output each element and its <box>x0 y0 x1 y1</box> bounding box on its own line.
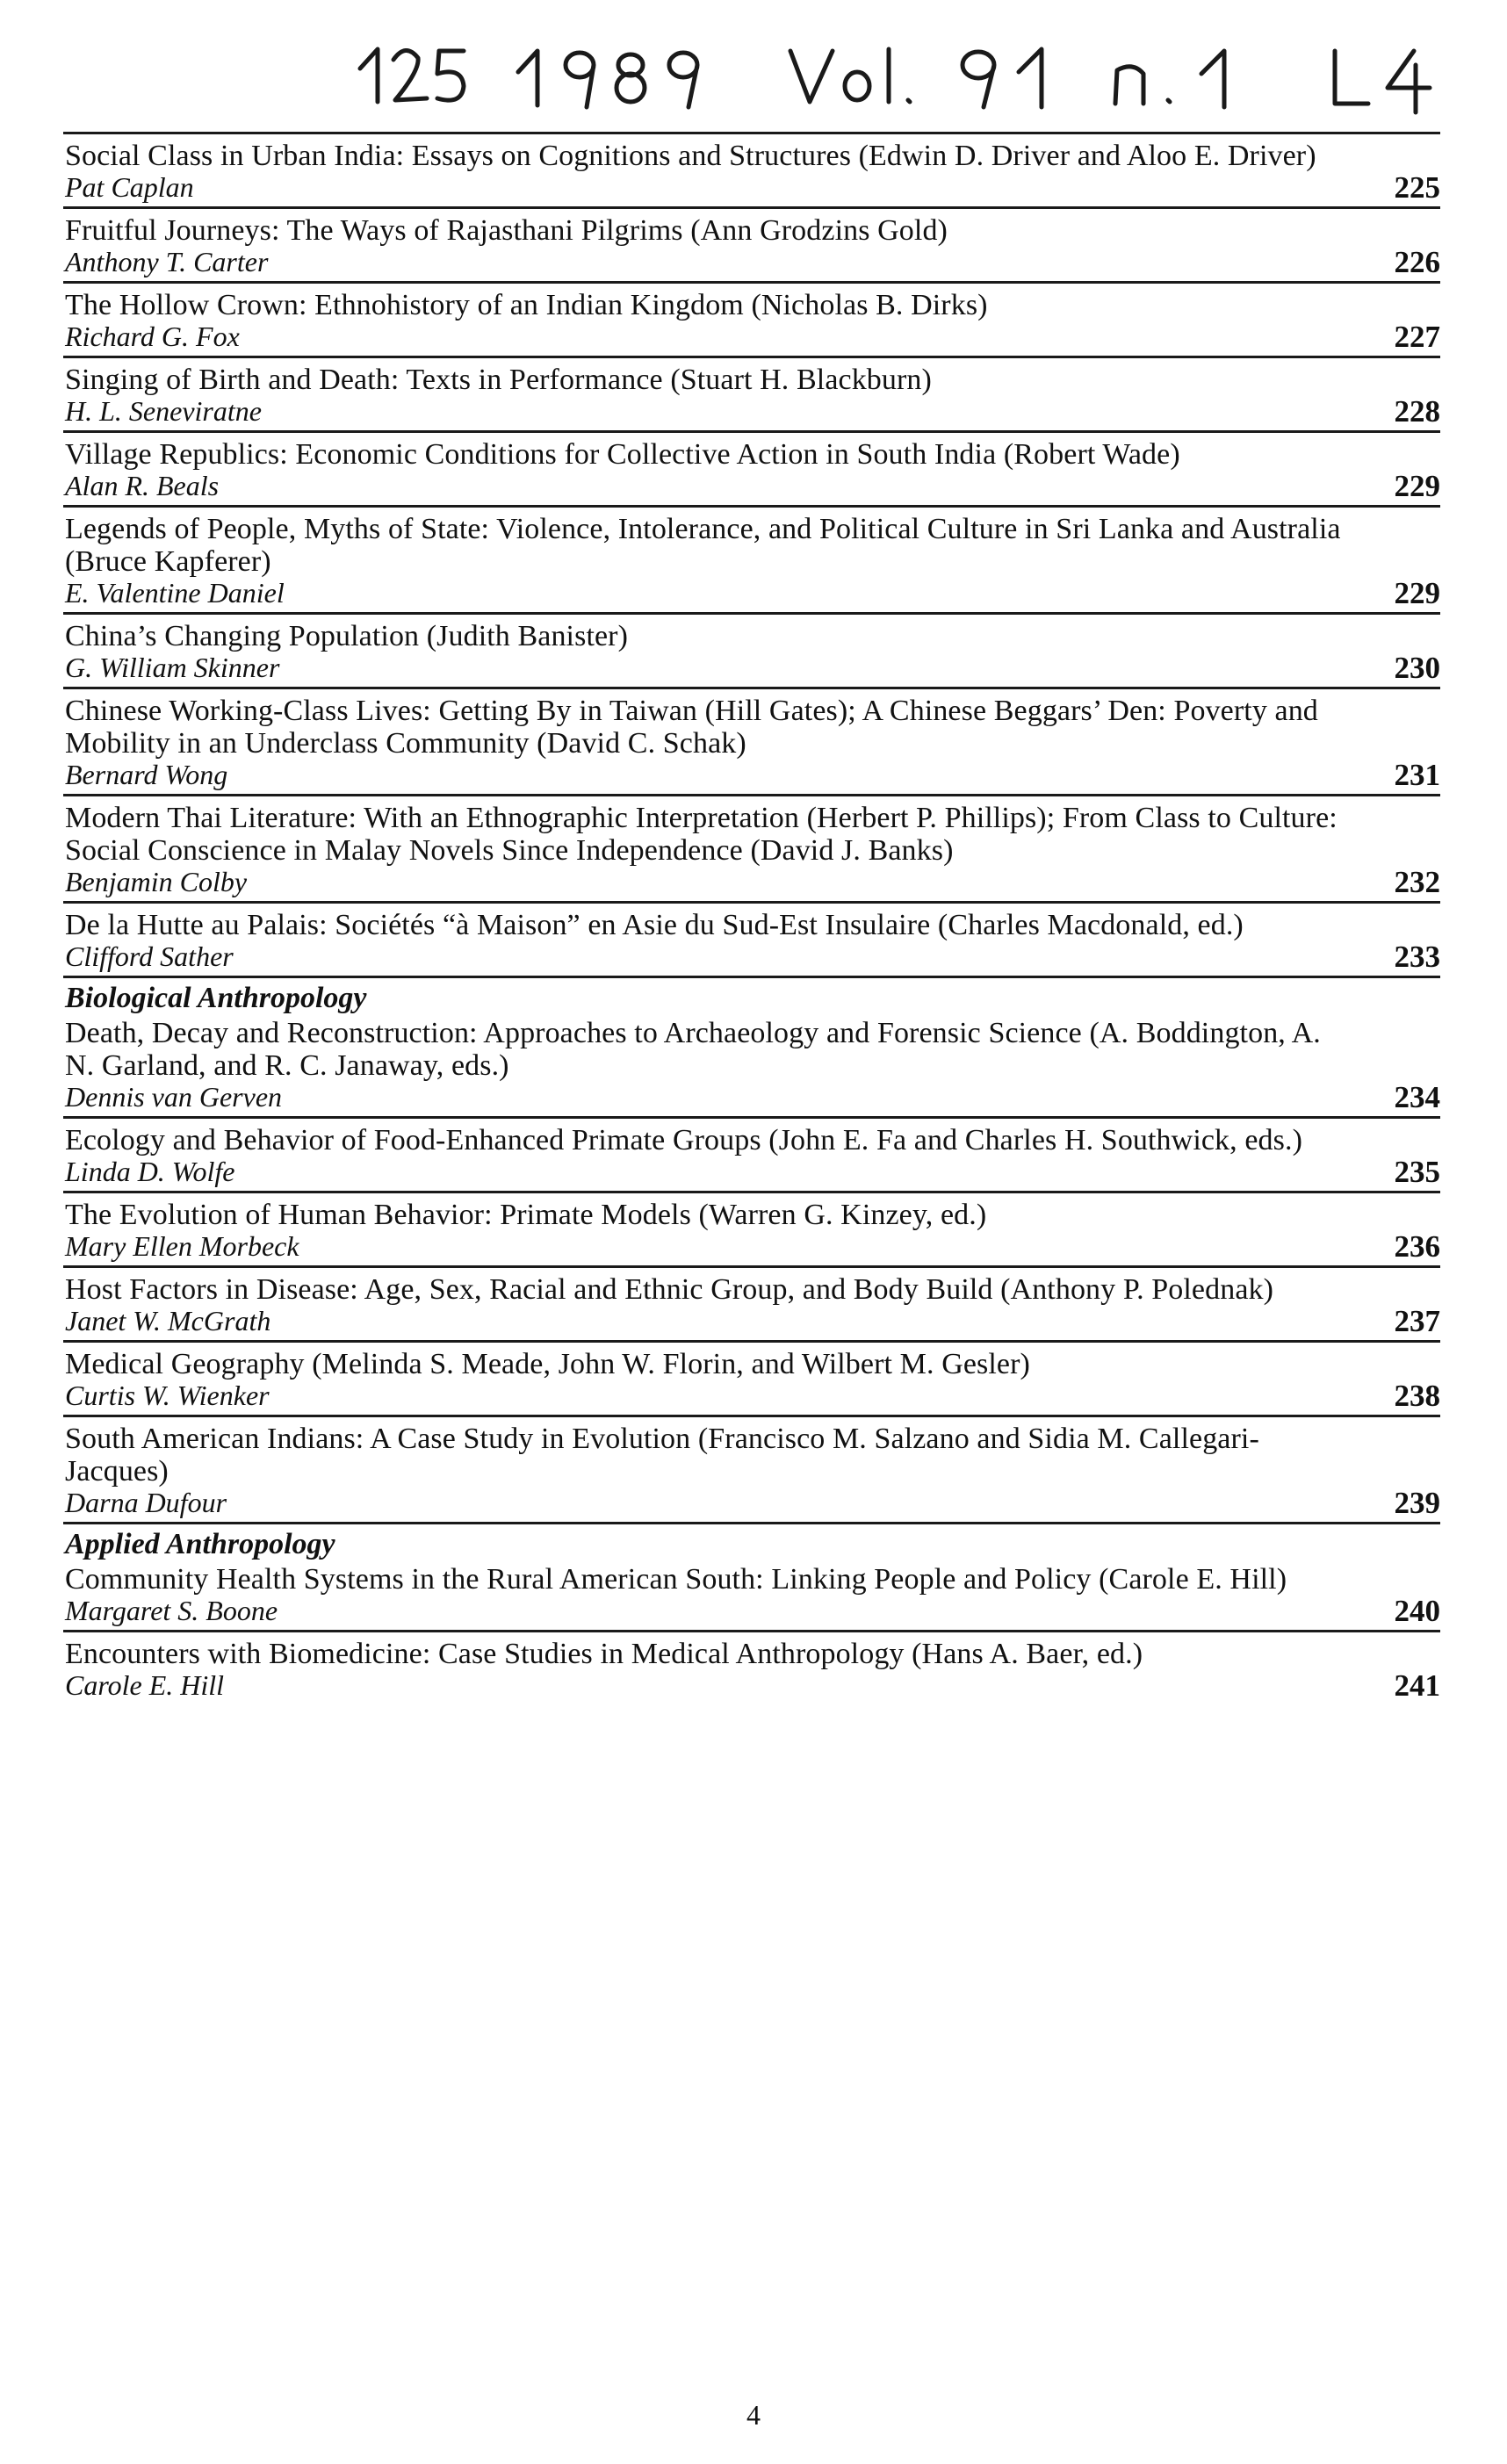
page-number: 226 <box>1394 245 1440 279</box>
book-title: Host Factors in Disease: Age, Sex, Racial and Ethnic Group, and Body Build (Anthony P. Polednak) <box>65 1273 1274 1306</box>
page-number: 229 <box>1394 576 1440 610</box>
table-of-contents <box>63 134 1440 1704</box>
page-number: 234 <box>1394 1080 1440 1114</box>
toc-entry <box>63 433 1440 508</box>
page-number: 241 <box>1394 1668 1440 1703</box>
book-title: Modern Thai Literature: With an Ethnographic Interpretation (Herbert P. Phillips); From Class to Culture: Social Conscience in Malay Novels Since Independence (David J. Banks) <box>65 802 1338 867</box>
book-title: The Hollow Crown: Ethnohistory of an Indian Kingdom (Nicholas B. Dirks) <box>65 289 988 321</box>
book-title: Community Health Systems in the Rural American South: Linking People and Policy (Carole E. Hill) <box>65 1563 1287 1596</box>
toc-entry <box>63 209 1440 284</box>
page-number: 228 <box>1394 394 1440 429</box>
page-number: 235 <box>1394 1155 1440 1189</box>
page-number: 231 <box>1394 758 1440 792</box>
reviewer-name: Margaret S. Boone <box>65 1595 278 1626</box>
page-number: 232 <box>1394 865 1440 899</box>
toc-entry <box>63 796 1440 904</box>
toc-entry <box>63 978 1440 1119</box>
toc-entry <box>63 1193 1440 1268</box>
book-title: The Evolution of Human Behavior: Primate Models (Warren G. Kinzey, ed.) <box>65 1199 987 1231</box>
reviewer-name: Carole E. Hill <box>65 1669 225 1701</box>
reviewer-name: Janet W. McGrath <box>65 1305 271 1336</box>
book-title: De la Hutte au Palais: Sociétés “à Maison” en Asie du Sud-Est Insulaire (Charles Macdonald, ed.) <box>65 909 1244 941</box>
reviewer-name: Anthony T. Carter <box>65 246 269 277</box>
reviewer-name: Richard G. Fox <box>65 321 240 352</box>
toc-entry <box>63 689 1440 796</box>
section-heading: Applied Anthropology <box>65 1528 335 1560</box>
reviewer-name: Linda D. Wolfe <box>65 1156 235 1187</box>
toc-entry <box>63 1417 1440 1524</box>
reviewer-name: Bernard Wong <box>65 759 228 790</box>
book-title: Fruitful Journeys: The Ways of Rajasthani Pilgrims (Ann Grodzins Gold) <box>65 214 948 247</box>
handwritten-catalog-note <box>351 25 1440 121</box>
reviewer-name: Darna Dufour <box>65 1487 227 1518</box>
book-title: Ecology and Behavior of Food-Enhanced Primate Groups (John E. Fa and Charles H. Southwick, eds.) <box>65 1124 1302 1156</box>
toc-entry <box>63 358 1440 433</box>
page-number: 225 <box>1394 170 1440 205</box>
page-folio: 4 <box>746 2399 761 2431</box>
book-title: Village Republics: Economic Conditions for Collective Action in South India (Robert Wade) <box>65 438 1180 471</box>
page-number: 233 <box>1394 940 1440 974</box>
reviewer-name: Mary Ellen Morbeck <box>65 1230 299 1262</box>
page-number: 237 <box>1394 1304 1440 1338</box>
reviewer-name: Curtis W. Wienker <box>65 1380 270 1411</box>
book-title: Singing of Birth and Death: Texts in Performance (Stuart H. Blackburn) <box>65 364 932 396</box>
reviewer-name: Benjamin Colby <box>65 866 248 897</box>
page-number: 240 <box>1394 1594 1440 1628</box>
reviewer-name: Dennis van Gerven <box>65 1081 283 1113</box>
reviewer-name: G. William Skinner <box>65 652 280 683</box>
toc-entry <box>63 508 1440 615</box>
reviewer-name: Pat Caplan <box>65 171 194 203</box>
book-title: Medical Geography (Melinda S. Meade, John W. Florin, and Wilbert M. Gesler) <box>65 1348 1030 1380</box>
book-title: China’s Changing Population (Judith Banister) <box>65 620 629 652</box>
toc-entry <box>63 1524 1440 1632</box>
toc-entry <box>63 1632 1440 1704</box>
reviewer-name: H. L. Seneviratne <box>65 395 262 427</box>
book-title: Chinese Working-Class Lives: Getting By in Taiwan (Hill Gates); A Chinese Beggars’ Den: Poverty and Mobility in an Underclass Community (David C. Schak) <box>65 695 1318 760</box>
page-number: 229 <box>1394 469 1440 503</box>
reviewer-name: E. Valentine Daniel <box>65 577 285 609</box>
book-title: Legends of People, Myths of State: Violence, Intolerance, and Political Culture in Sri Lanka and Australia (Bruce Kapferer) <box>65 513 1341 578</box>
handwritten-catalog-note-drawing <box>351 25 1440 121</box>
toc-entry <box>63 134 1440 209</box>
page-number: 238 <box>1394 1379 1440 1413</box>
page-number: 236 <box>1394 1229 1440 1264</box>
reviewer-name: Clifford Sather <box>65 940 234 972</box>
page-number: 230 <box>1394 651 1440 685</box>
page-number: 239 <box>1394 1486 1440 1520</box>
toc-entry <box>63 1268 1440 1343</box>
book-title: Social Class in Urban India: Essays on Cognitions and Structures (Edwin D. Driver and Aloo E. Driver) <box>65 140 1316 172</box>
reviewer-name: Alan R. Beals <box>65 470 220 501</box>
toc-entry <box>63 1119 1440 1193</box>
book-title: Encounters with Biomedicine: Case Studies in Medical Anthropology (Hans A. Baer, ed.) <box>65 1638 1143 1670</box>
toc-entry <box>63 1343 1440 1417</box>
page-number: 227 <box>1394 320 1440 354</box>
book-title: Death, Decay and Reconstruction: Approaches to Archaeology and Forensic Science (A. Boddington, A. N. Garland, and R. C. Janaway, eds.) <box>65 1017 1321 1082</box>
toc-entry <box>63 615 1440 689</box>
toc-entry <box>63 284 1440 358</box>
toc-entry <box>63 904 1440 978</box>
section-heading: Biological Anthropology <box>65 982 367 1014</box>
book-title: South American Indians: A Case Study in Evolution (Francisco M. Salzano and Sidia M. Callegari-Jacques) <box>65 1423 1259 1488</box>
